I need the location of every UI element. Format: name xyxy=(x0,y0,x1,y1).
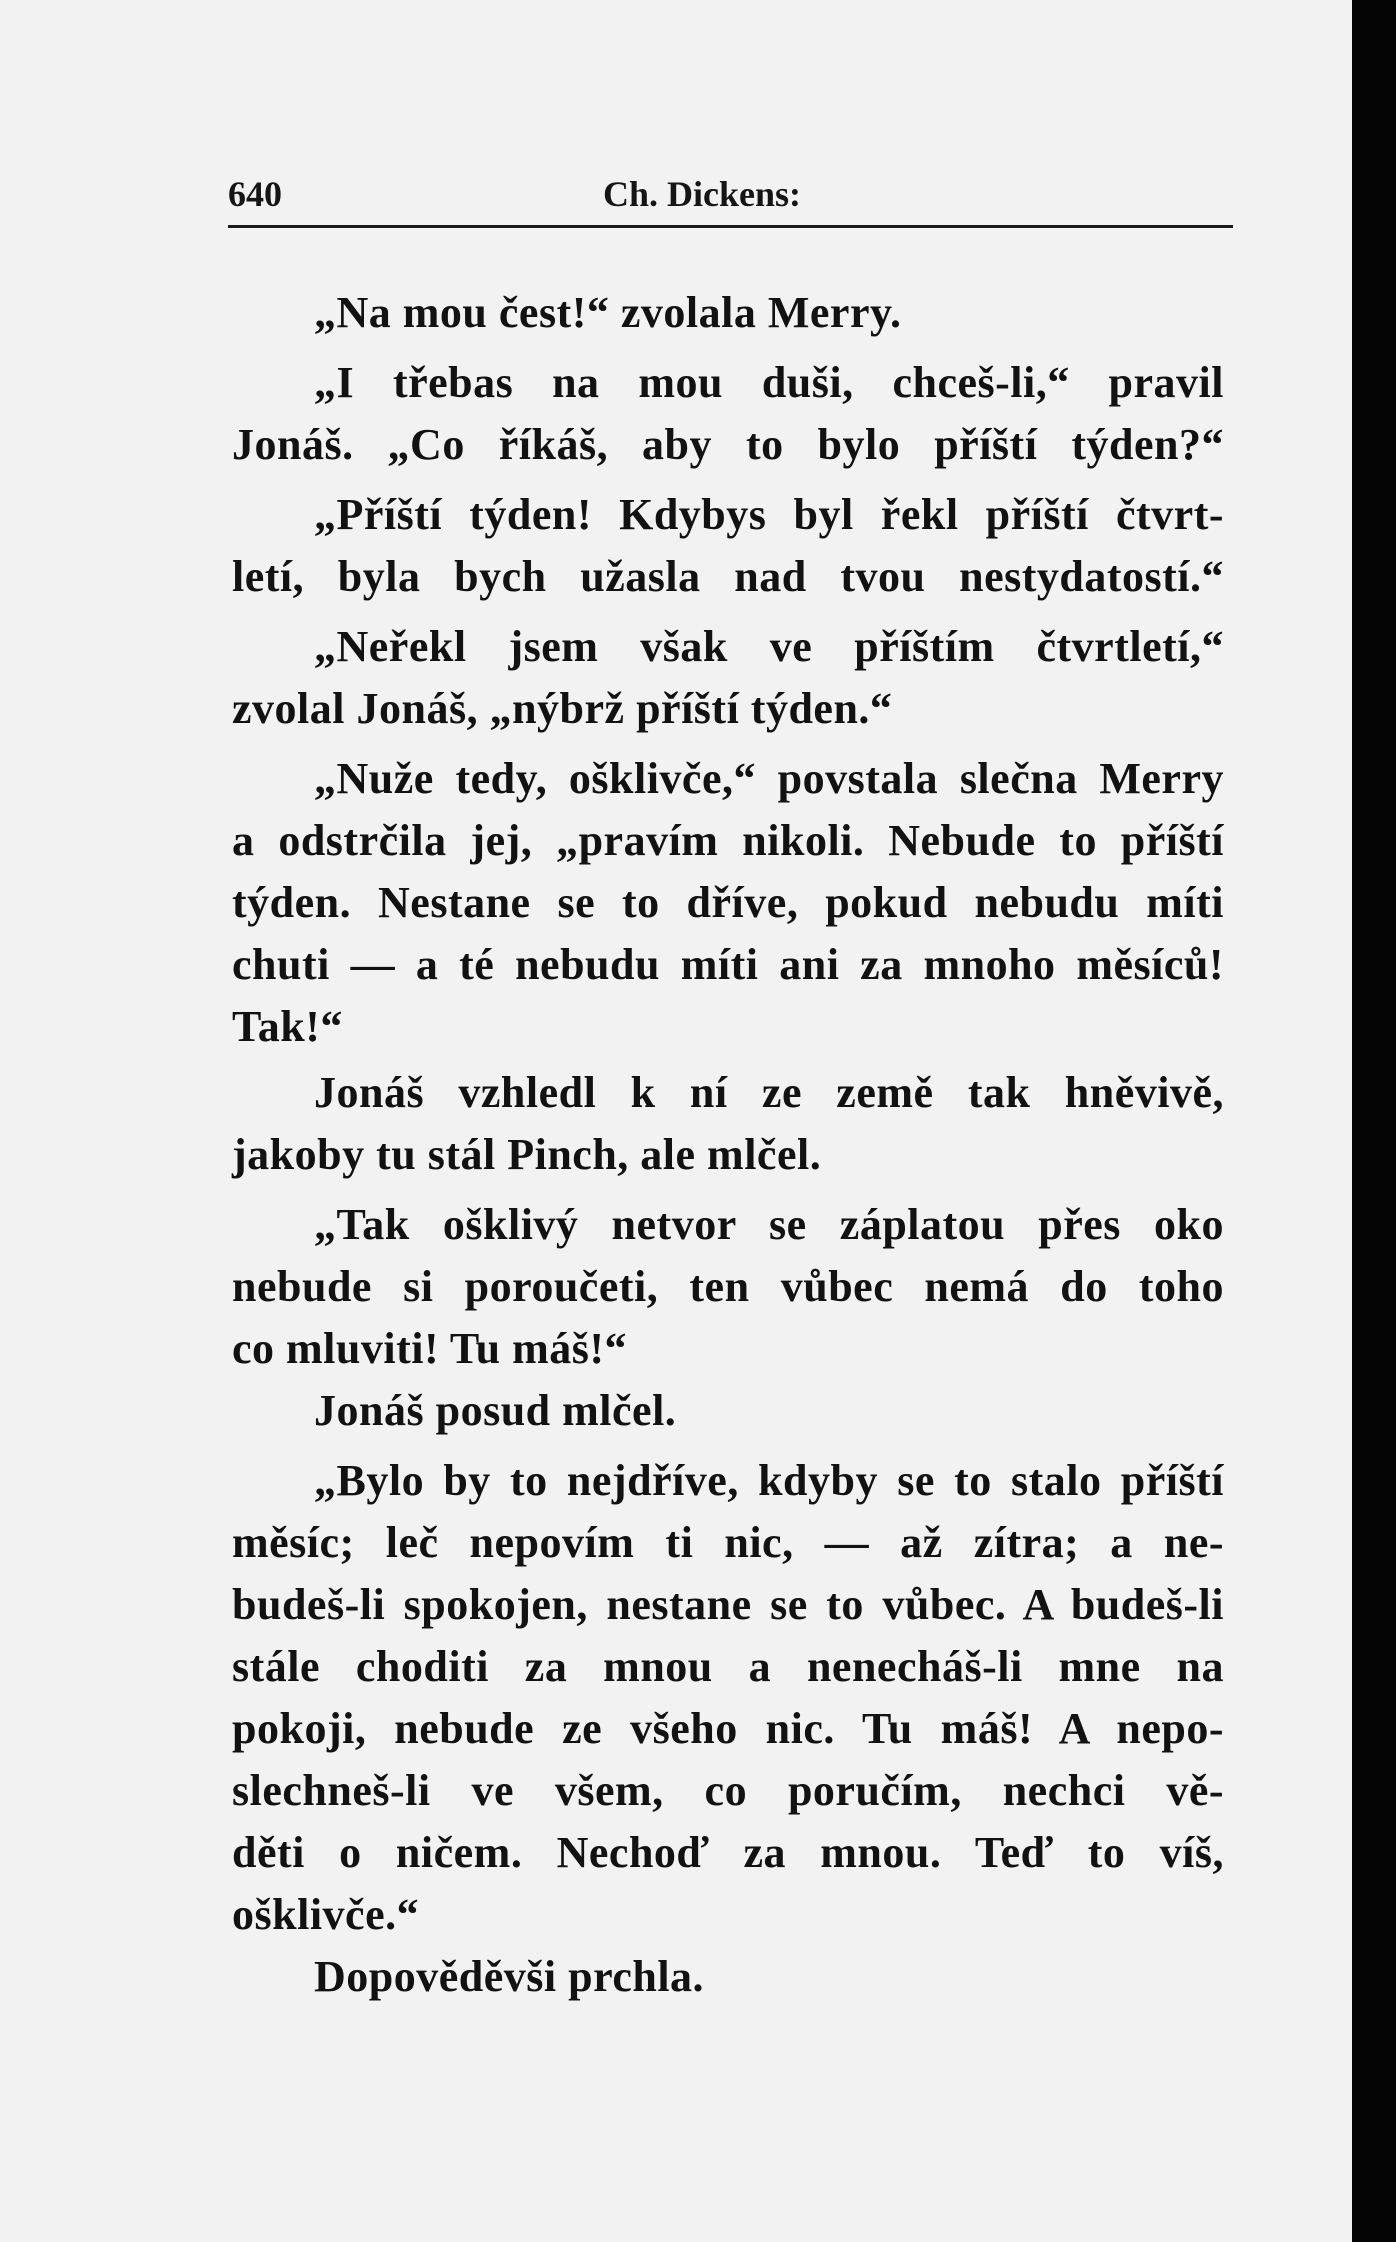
text-line: zvolal Jonáš, „nýbrž příští týden.“ xyxy=(232,684,893,733)
text-line: Jonáš. „Co říkáš, aby to bylo příští týden?“ xyxy=(232,420,1224,469)
text-line: chuti — a té nebudu míti ani za mnoho měsíců! xyxy=(232,940,1224,989)
text-line: jakoby tu stál Pinch, ale mlčel. xyxy=(232,1130,822,1179)
text-line: budeš-li spokojen, nestane se to vůbec. A budeš-li xyxy=(232,1580,1224,1629)
text-line: a odstrčila jej, „pravím nikoli. Nebude to příští xyxy=(232,816,1224,865)
text-line: Tak!“ xyxy=(232,1002,343,1051)
text-line: Jonáš vzhledl k ní ze země tak hněvivě, xyxy=(314,1068,1224,1117)
page-header xyxy=(228,165,1228,225)
text-line: měsíc; leč nepovím ti nic, — až zítra; a ne- xyxy=(232,1518,1224,1567)
body-text xyxy=(232,282,1224,2008)
text-line: ošklivče.“ xyxy=(232,1890,420,1939)
text-line: „Na mou čest!“ zvolala Merry. xyxy=(314,288,902,337)
text-line: stále choditi za mnou a nenecháš-li mne na xyxy=(232,1642,1224,1691)
text-line: „Příští týden! Kdybys byl řekl příští čtvrt- xyxy=(314,490,1224,539)
scan-border xyxy=(1352,0,1396,2242)
text-line: slechneš-li ve všem, co poručím, nechci vě- xyxy=(232,1766,1224,1815)
text-line: pokoji, nebude ze všeho nic. Tu máš! A nepo- xyxy=(232,1704,1224,1753)
text-line: „I třebas na mou duši, chceš-li,“ pravil xyxy=(314,358,1224,407)
text-line: „Bylo by to nejdříve, kdyby se to stalo příští xyxy=(314,1456,1224,1505)
text-line: „Nuže tedy, ošklivče,“ povstala slečna Merry xyxy=(314,754,1224,803)
text-line: „Neřekl jsem však ve příštím čtvrtletí,“ xyxy=(314,622,1224,671)
text-line: nebude si poroučeti, ten vůbec nemá do toho xyxy=(232,1262,1224,1311)
text-line: co mluviti! Tu máš!“ xyxy=(232,1324,628,1373)
running-head: Ch. Dickens: xyxy=(603,174,802,214)
text-line: letí, byla bych užasla nad tvou nestydatostí.“ xyxy=(232,552,1224,601)
header-rule xyxy=(228,225,1233,228)
text-line: Dopověděvši prchla. xyxy=(314,1952,705,2001)
page-number: 640 xyxy=(228,174,282,214)
text-line: Jonáš posud mlčel. xyxy=(314,1386,677,1435)
text-line: děti o ničem. Nechoď za mnou. Teď to víš, xyxy=(232,1828,1224,1877)
text-line: týden. Nestane se to dříve, pokud nebudu míti xyxy=(232,878,1224,927)
text-line: „Tak ošklivý netvor se záplatou přes oko xyxy=(314,1200,1224,1249)
